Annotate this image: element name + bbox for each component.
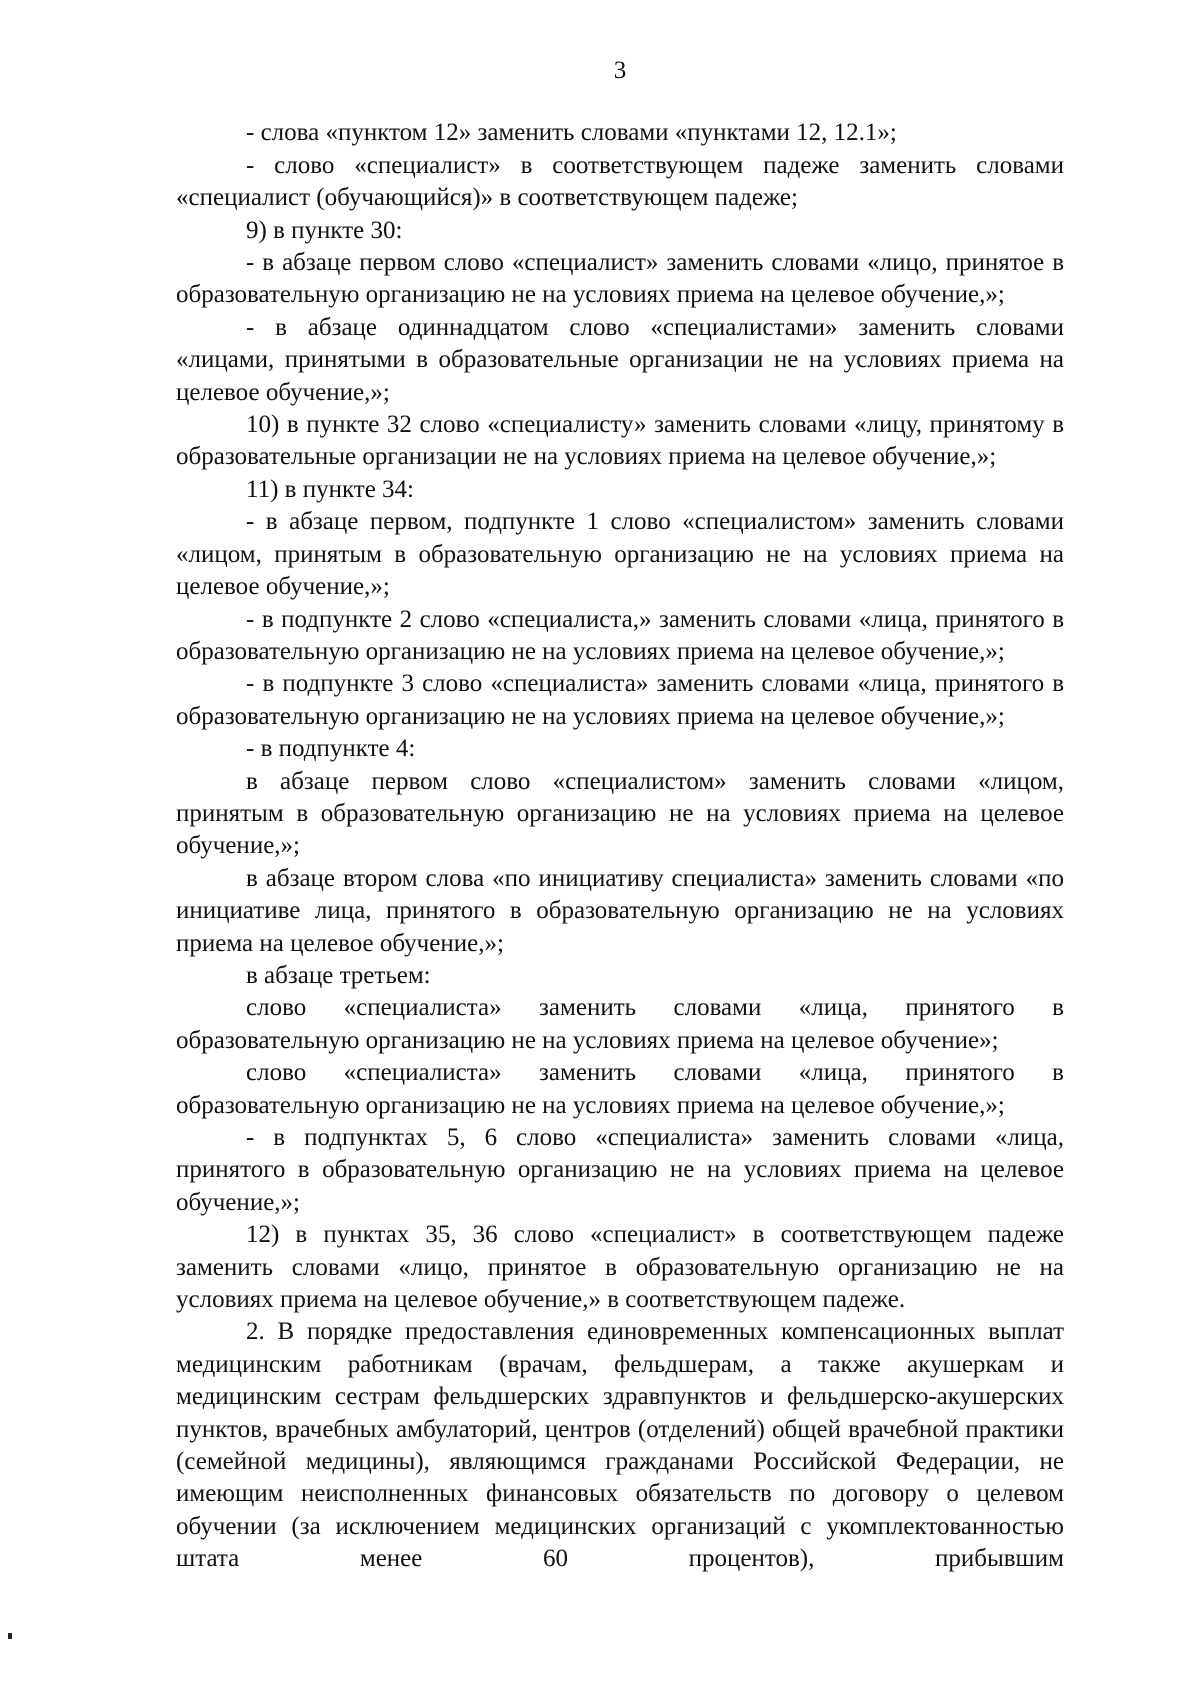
paragraph: - слова «пунктом 12» заменить словами «пунктами 12, 12.1»; — [246, 119, 897, 147]
paragraph: в абзаце первом слово «специалистом» заменить словами «лицом, принятым в образовательную организацию не на условиях приема на целевое обучение,»; — [176, 767, 1064, 860]
paragraph: в абзаце третьем: — [246, 961, 431, 989]
paragraph: - в подпункте 4: — [246, 735, 416, 763]
page-number: 3 — [613, 57, 627, 84]
paragraph: - в абзаце первом слово «специалист» заменить словами «лицо, принятое в образовательную организацию не на условиях приема на целевое обучение,»; — [176, 249, 1064, 309]
paragraph: - в абзаце первом, подпункте 1 слово «специалистом» заменить словами «лицом, принятым в образовательную организацию не на условиях приема на целевое обучение,»; — [176, 508, 1064, 601]
paragraph: - в подпункте 3 слово «специалиста» заменить словами «лица, принятого в образовательную организацию не на условиях приема на целевое обучение,»; — [176, 670, 1064, 730]
paragraph: - в абзаце одиннадцатом слово «специалистами» заменить словами «лицами, принятыми в образовательные организации не на условиях приема на целевое обучение,»; — [176, 313, 1064, 406]
paragraph: в абзаце втором слова «по инициативу специалиста» заменить словами «по инициативе лица, принятого в образовательную организацию не на условиях приема на целевое обучение,»; — [176, 864, 1064, 957]
paragraph: слово «специалиста» заменить словами «лица, принятого в образовательную организацию не на условиях приема на целевое обучение»; — [176, 994, 1064, 1054]
paragraph: 9) в пункте 30: — [246, 216, 403, 244]
paragraph: - в подпункте 2 слово «специалиста,» заменить словами «лица, принятого в образовательную организацию не на условиях приема на целевое обучение,»; — [176, 605, 1064, 665]
paragraph: слово «специалиста» заменить словами «лица, принятого в образовательную организацию не на условиях приема на целевое обучение,»; — [176, 1059, 1064, 1119]
paragraph: - слово «специалист» в соответствующем падеже заменить словами «специалист (обучающийся)» в соответствующем падеже; — [176, 151, 1064, 212]
scan-artifact — [8, 1633, 12, 1639]
paragraph: 10) в пункте 32 слово «специалисту» заменить словами «лицу, принятому в образовательные организации не на условиях приема на целевое обучение,»; — [176, 411, 1064, 471]
paragraph: 11) в пункте 34: — [246, 475, 414, 503]
paragraph: 2. В порядке предоставления единовременных компенсационных выплат медицинским работникам (врачам, фельдшерам, а также акушеркам и медицинским сестрам фельдшерских здравпунктов и фельдшерско-акушерских пунктов, врачебных амбулаторий, центров (отделений) общей врачебной практики (семейной медицины), являющимся гражданами Российской Федерации, не имеющим неисполненных финансовых обязательств по договору о целевом обучении (за исключением медицинских организаций с укомплектованностью штата менее 60 процентов), прибывшим — [176, 1318, 1064, 1573]
paragraph: - в подпунктах 5, 6 слово «специалиста» заменить словами «лица, принятого в образовательную организацию не на условиях приема на целевое обучение,»; — [176, 1124, 1064, 1216]
paragraph: 12) в пунктах 35, 36 слово «специалист» в соответствующем падеже заменить словами «лицо, принятое в образовательную организацию не на условиях приема на целевое обучение,» в соответствующем падеже. — [176, 1221, 1064, 1314]
